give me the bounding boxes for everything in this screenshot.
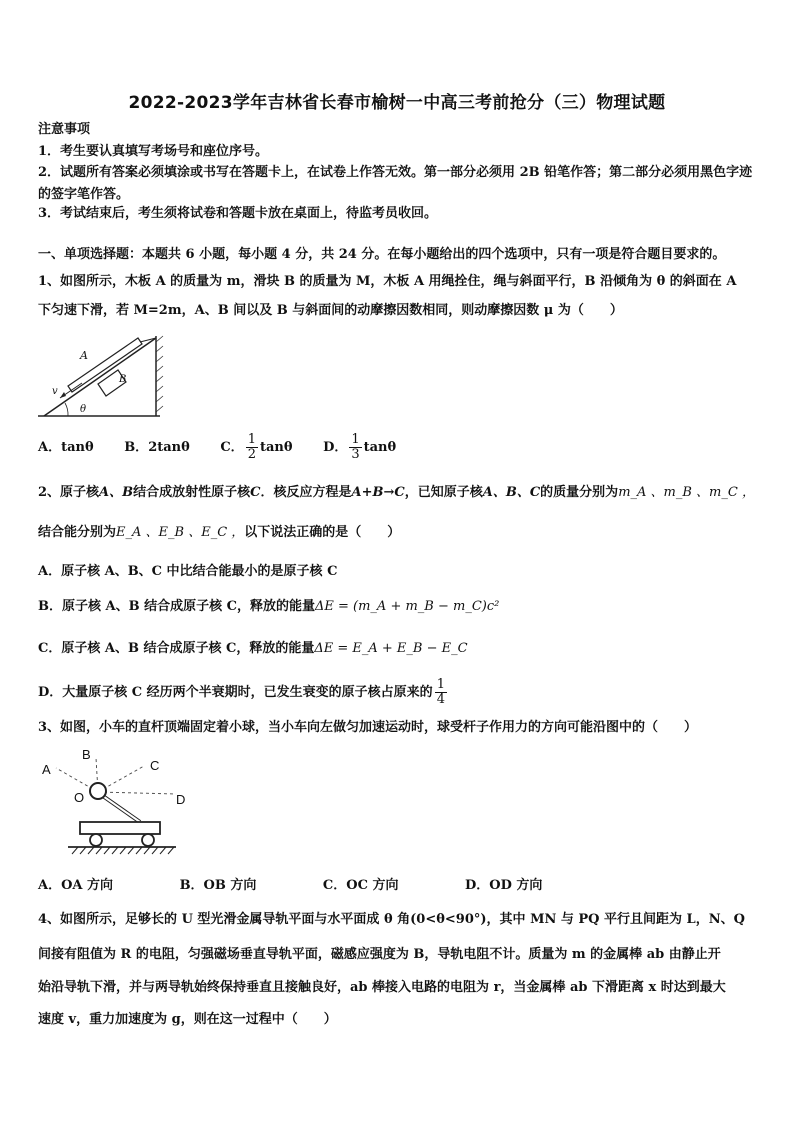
q1-fig-label-b: B (119, 374, 127, 385)
q3-options (38, 874, 568, 893)
q3-fig-label-o: O (74, 790, 85, 805)
q1-options (38, 433, 422, 462)
q2-option-c[interactable]: C．原子核 A、B 结合成原子核 C，释放的能量ΔE = E_A + E_B − E_C (38, 641, 468, 656)
q1-stem-line1: 1、如图所示，木板 A 的质量为 m，滑块 B 的质量为 M，木板 A 用绳拴住，绳与斜面平行，B 沿倾角为 θ 的斜面在 A (38, 274, 737, 289)
q1-fig-label-v: v (52, 386, 58, 397)
q1-fig-label-theta: θ (80, 404, 87, 415)
q1-option-a[interactable]: A．tanθ (38, 440, 94, 455)
notice-heading: 注意事项 (38, 122, 91, 137)
page-title: 2022-2023学年吉林省长春市榆树一中高三考前抢分（三）物理试题 (128, 93, 666, 113)
q2-stem-line1: 2、原子核A、B结合成放射性原子核C．核反应方程是A+B→C，已知原子核A、B、C的质量分别为m_A 、m_B 、m_C ， (38, 485, 755, 500)
q4-stem-line3: 始沿导轨下滑，并与两导轨始终保持垂直且接触良好，ab 棒接入电路的电阻为 r，当金属棒 ab 下滑距离 x 时达到最大 (38, 980, 726, 995)
q3-option-c[interactable]: C．OC 方向 (322, 878, 399, 893)
q1-stem-line2: 下匀速下滑，若 M=2m，A、B 间以及 B 与斜面间的动摩擦因数相同，则动摩擦因数 μ 为（ ） (38, 303, 623, 318)
q3-cart-figure (38, 744, 188, 864)
q2-option-d[interactable]: D．大量原子核 C 经历两个半衰期时，已发生衰变的原子核占原来的 $\frac{1}{4}$ (38, 677, 445, 707)
q3-fig-label-c: C (150, 758, 160, 773)
q3-fig-label-b: B (82, 747, 91, 762)
q3-option-d[interactable]: D．OD 方向 (465, 878, 543, 893)
q4-stem-line4: 速度 v，重力加速度为 g，则在这一过程中（ ） (38, 1012, 337, 1027)
q2-option-b[interactable]: B．原子核 A、B 结合成原子核 C，释放的能量ΔE = (m_A + m_B − m_C)c² (38, 599, 500, 614)
q3-option-b[interactable]: B．OB 方向 (179, 878, 257, 893)
q3-stem: 3、如图，小车的直杆顶端固定着小球，当小车向左做匀加速运动时，球受杆子作用力的方向可能沿图中的（ ） (38, 720, 698, 735)
q1-incline-figure (38, 332, 168, 420)
notice-item-1: 1．考生要认真填写考场号和座位序号。 (38, 144, 269, 159)
q1-option-b[interactable]: B．2tanθ (124, 440, 190, 455)
q1-fig-label-a: A (80, 349, 88, 362)
q1-option-c[interactable]: C． $\frac{1}{2}$ tanθ (220, 432, 293, 462)
q4-stem-line2: 间接有阻值为 R 的电阻，匀强磁场垂直导轨平面，磁感应强度为 B，导轨电阻不计。质量为 m 的金属棒 ab 由静止开 (38, 947, 721, 962)
q2-option-a[interactable]: A．原子核 A、B、C 中比结合能最小的是原子核 C (38, 564, 338, 579)
q1-option-d[interactable]: D． $\frac{1}{3}$ tanθ (323, 432, 397, 462)
q2-stem-line2: 结合能分别为E_A 、E_B 、E_C ，以下说法正确的是（ ） (38, 525, 401, 540)
section-heading: 一、单项选择题：本题共 6 小题，每小题 4 分，共 24 分。在每小题给出的四个选项中，只有一项是符合题目要求的。 (38, 247, 726, 262)
q3-fig-label-d: D (176, 792, 186, 807)
q3-fig-label-a: A (42, 762, 51, 777)
q3-option-a[interactable]: A．OA 方向 (38, 878, 114, 893)
notice-item-2: 2．试题所有答案必须填涂或书写在答题卡上，在试卷上作答无效。第一部分必须用 2B 铅笔作答；第二部分必须用黑色字迹的签字笔作答。 (38, 165, 753, 202)
q4-stem-line1: 4、如图所示，足够长的 U 型光滑金属导轨平面与水平面成 θ 角(0<θ<90°)，其中 MN 与 PQ 平行且间距为 L，N、Q (38, 912, 745, 927)
notice-item-3: 3．考试结束后，考生须将试卷和答题卡放在桌面上，待监考员收回。 (38, 206, 438, 221)
